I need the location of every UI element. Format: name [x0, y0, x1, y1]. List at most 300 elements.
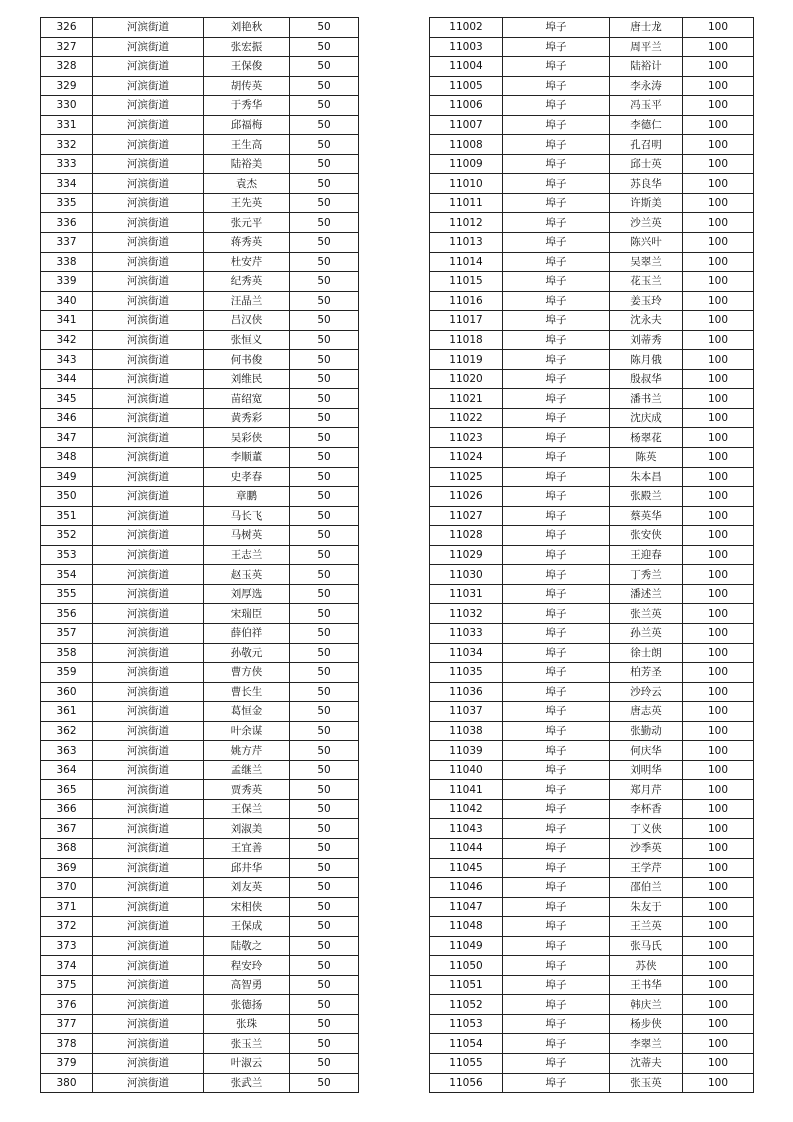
table-row	[41, 565, 359, 585]
serial-number-cell: 372	[41, 917, 93, 937]
serial-number-cell: 354	[41, 565, 93, 585]
serial-number-cell: 344	[41, 369, 93, 389]
serial-number-cell: 329	[41, 76, 93, 96]
name-cell: 张武兰	[204, 1073, 290, 1093]
district-cell: 埠子	[503, 57, 610, 77]
table-row	[41, 956, 359, 976]
amount-cell: 50	[290, 193, 359, 213]
amount-cell: 100	[683, 565, 754, 585]
amount-cell: 50	[290, 975, 359, 995]
district-cell: 埠子	[503, 819, 610, 839]
amount-cell: 50	[290, 584, 359, 604]
amount-cell: 50	[290, 1053, 359, 1073]
amount-cell: 50	[290, 350, 359, 370]
amount-cell: 100	[683, 350, 754, 370]
table-row	[430, 369, 754, 389]
table-row	[430, 233, 754, 253]
name-cell: 史孝春	[204, 467, 290, 487]
amount-cell: 100	[683, 272, 754, 292]
name-cell: 何庆华	[610, 741, 683, 761]
serial-number-cell: 11004	[430, 57, 503, 77]
table-row	[430, 213, 754, 233]
name-cell: 马树英	[204, 526, 290, 546]
serial-number-cell: 11007	[430, 115, 503, 135]
district-cell: 河滨街道	[93, 1053, 204, 1073]
name-cell: 邱井华	[204, 858, 290, 878]
name-cell: 李永涛	[610, 76, 683, 96]
name-cell: 蒋秀英	[204, 233, 290, 253]
district-cell: 埠子	[503, 721, 610, 741]
serial-number-cell: 375	[41, 975, 93, 995]
district-cell: 埠子	[503, 702, 610, 722]
district-cell: 河滨街道	[93, 369, 204, 389]
district-cell: 河滨街道	[93, 311, 204, 331]
district-cell: 埠子	[503, 956, 610, 976]
amount-cell: 50	[290, 428, 359, 448]
district-cell: 河滨街道	[93, 604, 204, 624]
table-row	[41, 350, 359, 370]
district-cell: 埠子	[503, 174, 610, 194]
name-cell: 王迎春	[610, 545, 683, 565]
serial-number-cell: 340	[41, 291, 93, 311]
serial-number-cell: 11046	[430, 878, 503, 898]
amount-cell: 50	[290, 408, 359, 428]
amount-cell: 50	[290, 545, 359, 565]
district-cell: 埠子	[503, 858, 610, 878]
district-cell: 河滨街道	[93, 408, 204, 428]
district-cell: 河滨街道	[93, 858, 204, 878]
name-cell: 于秀华	[204, 96, 290, 116]
amount-cell: 50	[290, 838, 359, 858]
right-table	[429, 17, 754, 1093]
serial-number-cell: 11041	[430, 780, 503, 800]
amount-cell: 100	[683, 721, 754, 741]
district-cell: 埠子	[503, 233, 610, 253]
table-row	[430, 467, 754, 487]
amount-cell: 100	[683, 428, 754, 448]
table-row	[430, 780, 754, 800]
serial-number-cell: 363	[41, 741, 93, 761]
name-cell: 吕汉侠	[204, 311, 290, 331]
district-cell: 河滨街道	[93, 76, 204, 96]
table-row	[430, 37, 754, 57]
serial-number-cell: 11051	[430, 975, 503, 995]
district-cell: 河滨街道	[93, 1034, 204, 1054]
table-row	[41, 76, 359, 96]
name-cell: 王宜善	[204, 838, 290, 858]
table-row	[430, 760, 754, 780]
serial-number-cell: 11015	[430, 272, 503, 292]
serial-number-cell: 336	[41, 213, 93, 233]
name-cell: 沙兰英	[610, 213, 683, 233]
table-row	[430, 643, 754, 663]
name-cell: 王志兰	[204, 545, 290, 565]
district-cell: 埠子	[503, 76, 610, 96]
amount-cell: 100	[683, 311, 754, 331]
name-cell: 王生高	[204, 135, 290, 155]
district-cell: 埠子	[503, 428, 610, 448]
district-cell: 埠子	[503, 936, 610, 956]
amount-cell: 100	[683, 702, 754, 722]
name-cell: 孙敬元	[204, 643, 290, 663]
name-cell: 陈英	[610, 448, 683, 468]
district-cell: 埠子	[503, 565, 610, 585]
name-cell: 马长飞	[204, 506, 290, 526]
amount-cell: 100	[683, 96, 754, 116]
table-row	[41, 18, 359, 38]
district-cell: 河滨街道	[93, 663, 204, 683]
serial-number-cell: 11043	[430, 819, 503, 839]
table-row	[41, 408, 359, 428]
serial-number-cell: 11040	[430, 760, 503, 780]
district-cell: 埠子	[503, 369, 610, 389]
name-cell: 李杯香	[610, 799, 683, 819]
district-cell: 埠子	[503, 193, 610, 213]
amount-cell: 50	[290, 858, 359, 878]
table-row	[430, 878, 754, 898]
amount-cell: 50	[290, 819, 359, 839]
name-cell: 苏良华	[610, 174, 683, 194]
amount-cell: 100	[683, 1034, 754, 1054]
table-row	[41, 780, 359, 800]
amount-cell: 100	[683, 799, 754, 819]
serial-number-cell: 11002	[430, 18, 503, 38]
district-cell: 埠子	[503, 995, 610, 1015]
name-cell: 潘述兰	[610, 584, 683, 604]
name-cell: 柏芳圣	[610, 663, 683, 683]
table-row	[41, 584, 359, 604]
serial-number-cell: 11010	[430, 174, 503, 194]
amount-cell: 50	[290, 506, 359, 526]
table-row	[430, 428, 754, 448]
amount-cell: 100	[683, 76, 754, 96]
amount-cell: 50	[290, 760, 359, 780]
table-row	[41, 389, 359, 409]
table-row	[430, 389, 754, 409]
district-cell: 河滨街道	[93, 878, 204, 898]
table-row	[430, 448, 754, 468]
name-cell: 叶淑云	[204, 1053, 290, 1073]
table-row	[41, 799, 359, 819]
serial-number-cell: 11055	[430, 1053, 503, 1073]
name-cell: 章鹏	[204, 487, 290, 507]
table-row	[41, 995, 359, 1015]
serial-number-cell: 11036	[430, 682, 503, 702]
district-cell: 埠子	[503, 780, 610, 800]
serial-number-cell: 11018	[430, 330, 503, 350]
table-row	[41, 760, 359, 780]
amount-cell: 100	[683, 57, 754, 77]
table-row	[41, 1073, 359, 1093]
name-cell: 张玉英	[610, 1073, 683, 1093]
table-row	[41, 291, 359, 311]
district-cell: 河滨街道	[93, 115, 204, 135]
serial-number-cell: 369	[41, 858, 93, 878]
name-cell: 张安侠	[610, 526, 683, 546]
table-row	[430, 936, 754, 956]
district-cell: 埠子	[503, 917, 610, 937]
district-cell: 埠子	[503, 682, 610, 702]
district-cell: 河滨街道	[93, 135, 204, 155]
serial-number-cell: 328	[41, 57, 93, 77]
district-cell: 河滨街道	[93, 233, 204, 253]
amount-cell: 50	[290, 1014, 359, 1034]
table-row	[430, 18, 754, 38]
table-row	[430, 193, 754, 213]
amount-cell: 100	[683, 975, 754, 995]
name-cell: 周平兰	[610, 37, 683, 57]
district-cell: 埠子	[503, 135, 610, 155]
table-row	[430, 174, 754, 194]
name-cell: 汪晶兰	[204, 291, 290, 311]
name-cell: 张元平	[204, 213, 290, 233]
amount-cell: 100	[683, 448, 754, 468]
name-cell: 邱福梅	[204, 115, 290, 135]
table-row	[41, 741, 359, 761]
amount-cell: 100	[683, 506, 754, 526]
district-cell: 埠子	[503, 799, 610, 819]
amount-cell: 100	[683, 467, 754, 487]
district-cell: 河滨街道	[93, 780, 204, 800]
table-row	[430, 1034, 754, 1054]
amount-cell: 100	[683, 487, 754, 507]
table-row	[41, 545, 359, 565]
serial-number-cell: 11044	[430, 838, 503, 858]
serial-number-cell: 11035	[430, 663, 503, 683]
amount-cell: 100	[683, 584, 754, 604]
table-row	[430, 115, 754, 135]
serial-number-cell: 361	[41, 702, 93, 722]
amount-cell: 50	[290, 467, 359, 487]
table-row	[41, 193, 359, 213]
district-cell: 河滨街道	[93, 154, 204, 174]
serial-number-cell: 367	[41, 819, 93, 839]
serial-number-cell: 11008	[430, 135, 503, 155]
amount-cell: 50	[290, 721, 359, 741]
serial-number-cell: 11034	[430, 643, 503, 663]
table-row	[430, 623, 754, 643]
serial-number-cell: 373	[41, 936, 93, 956]
name-cell: 刘维民	[204, 369, 290, 389]
serial-number-cell: 353	[41, 545, 93, 565]
name-cell: 许斯美	[610, 193, 683, 213]
serial-number-cell: 341	[41, 311, 93, 331]
amount-cell: 50	[290, 76, 359, 96]
amount-cell: 50	[290, 799, 359, 819]
name-cell: 姜玉玲	[610, 291, 683, 311]
amount-cell: 100	[683, 213, 754, 233]
district-cell: 埠子	[503, 1053, 610, 1073]
district-cell: 埠子	[503, 389, 610, 409]
amount-cell: 100	[683, 780, 754, 800]
name-cell: 何书俊	[204, 350, 290, 370]
name-cell: 殷叔华	[610, 369, 683, 389]
name-cell: 吴彩侠	[204, 428, 290, 448]
table-row	[41, 135, 359, 155]
name-cell: 朱友于	[610, 897, 683, 917]
name-cell: 张兰英	[610, 604, 683, 624]
district-cell: 埠子	[503, 545, 610, 565]
name-cell: 张勤动	[610, 721, 683, 741]
amount-cell: 100	[683, 663, 754, 683]
amount-cell: 50	[290, 252, 359, 272]
amount-cell: 100	[683, 682, 754, 702]
table-row	[41, 682, 359, 702]
amount-cell: 100	[683, 526, 754, 546]
serial-number-cell: 368	[41, 838, 93, 858]
district-cell: 河滨街道	[93, 467, 204, 487]
table-row	[430, 741, 754, 761]
serial-number-cell: 11003	[430, 37, 503, 57]
amount-cell: 100	[683, 917, 754, 937]
district-cell: 埠子	[503, 115, 610, 135]
district-cell: 埠子	[503, 350, 610, 370]
amount-cell: 100	[683, 897, 754, 917]
table-row	[41, 643, 359, 663]
district-cell: 河滨街道	[93, 526, 204, 546]
table-row	[41, 428, 359, 448]
district-cell: 河滨街道	[93, 18, 204, 38]
table-row	[41, 252, 359, 272]
name-cell: 程安玲	[204, 956, 290, 976]
name-cell: 王学芹	[610, 858, 683, 878]
serial-number-cell: 346	[41, 408, 93, 428]
amount-cell: 100	[683, 936, 754, 956]
name-cell: 薛伯祥	[204, 623, 290, 643]
table-row	[41, 858, 359, 878]
amount-cell: 100	[683, 760, 754, 780]
name-cell: 高智勇	[204, 975, 290, 995]
serial-number-cell: 11017	[430, 311, 503, 331]
name-cell: 朱本昌	[610, 467, 683, 487]
serial-number-cell: 11025	[430, 467, 503, 487]
district-cell: 河滨街道	[93, 487, 204, 507]
serial-number-cell: 377	[41, 1014, 93, 1034]
district-cell: 埠子	[503, 1014, 610, 1034]
serial-number-cell: 11042	[430, 799, 503, 819]
serial-number-cell: 374	[41, 956, 93, 976]
name-cell: 张恒义	[204, 330, 290, 350]
table-row	[430, 291, 754, 311]
name-cell: 王书华	[610, 975, 683, 995]
serial-number-cell: 11023	[430, 428, 503, 448]
serial-number-cell: 331	[41, 115, 93, 135]
serial-number-cell: 359	[41, 663, 93, 683]
district-cell: 埠子	[503, 760, 610, 780]
district-cell: 埠子	[503, 18, 610, 38]
name-cell: 张玉兰	[204, 1034, 290, 1054]
serial-number-cell: 347	[41, 428, 93, 448]
amount-cell: 100	[683, 233, 754, 253]
serial-number-cell: 360	[41, 682, 93, 702]
table-row	[430, 252, 754, 272]
serial-number-cell: 11022	[430, 408, 503, 428]
district-cell: 河滨街道	[93, 428, 204, 448]
district-cell: 河滨街道	[93, 936, 204, 956]
district-cell: 埠子	[503, 272, 610, 292]
serial-number-cell: 380	[41, 1073, 93, 1093]
serial-number-cell: 337	[41, 233, 93, 253]
name-cell: 李翠兰	[610, 1034, 683, 1054]
name-cell: 刘艳秋	[204, 18, 290, 38]
district-cell: 河滨街道	[93, 897, 204, 917]
name-cell: 邱士英	[610, 154, 683, 174]
district-cell: 河滨街道	[93, 389, 204, 409]
serial-number-cell: 371	[41, 897, 93, 917]
left-table	[40, 17, 359, 1093]
serial-number-cell: 362	[41, 721, 93, 741]
name-cell: 沈永夫	[610, 311, 683, 331]
district-cell: 埠子	[503, 878, 610, 898]
table-row	[41, 311, 359, 331]
table-row	[430, 799, 754, 819]
district-cell: 埠子	[503, 487, 610, 507]
amount-cell: 50	[290, 956, 359, 976]
amount-cell: 50	[290, 936, 359, 956]
amount-cell: 50	[290, 565, 359, 585]
amount-cell: 50	[290, 448, 359, 468]
amount-cell: 50	[290, 291, 359, 311]
serial-number-cell: 343	[41, 350, 93, 370]
district-cell: 河滨街道	[93, 252, 204, 272]
table-row	[430, 956, 754, 976]
name-cell: 纪秀英	[204, 272, 290, 292]
district-cell: 埠子	[503, 604, 610, 624]
table-row	[430, 1053, 754, 1073]
serial-number-cell: 333	[41, 154, 93, 174]
table-row	[430, 975, 754, 995]
name-cell: 丁秀兰	[610, 565, 683, 585]
table-row	[41, 506, 359, 526]
table-row	[41, 721, 359, 741]
district-cell: 河滨街道	[93, 995, 204, 1015]
amount-cell: 100	[683, 369, 754, 389]
name-cell: 陈兴叶	[610, 233, 683, 253]
district-cell: 河滨街道	[93, 643, 204, 663]
district-cell: 河滨街道	[93, 96, 204, 116]
amount-cell: 100	[683, 115, 754, 135]
table-row	[41, 663, 359, 683]
serial-number-cell: 11024	[430, 448, 503, 468]
district-cell: 埠子	[503, 506, 610, 526]
table-row	[430, 408, 754, 428]
table-row	[430, 154, 754, 174]
amount-cell: 50	[290, 995, 359, 1015]
serial-number-cell: 11021	[430, 389, 503, 409]
name-cell: 郑月芹	[610, 780, 683, 800]
district-cell: 河滨街道	[93, 838, 204, 858]
serial-number-cell: 370	[41, 878, 93, 898]
name-cell: 邵伯兰	[610, 878, 683, 898]
serial-number-cell: 11013	[430, 233, 503, 253]
district-cell: 河滨街道	[93, 956, 204, 976]
amount-cell: 100	[683, 154, 754, 174]
amount-cell: 50	[290, 311, 359, 331]
name-cell: 张珠	[204, 1014, 290, 1034]
district-cell: 埠子	[503, 408, 610, 428]
serial-number-cell: 11039	[430, 741, 503, 761]
district-cell: 河滨街道	[93, 57, 204, 77]
amount-cell: 100	[683, 878, 754, 898]
name-cell: 沙季英	[610, 838, 683, 858]
amount-cell: 50	[290, 272, 359, 292]
serial-number-cell: 356	[41, 604, 93, 624]
name-cell: 葛恒金	[204, 702, 290, 722]
amount-cell: 100	[683, 1053, 754, 1073]
amount-cell: 50	[290, 233, 359, 253]
amount-cell: 50	[290, 780, 359, 800]
serial-number-cell: 11032	[430, 604, 503, 624]
